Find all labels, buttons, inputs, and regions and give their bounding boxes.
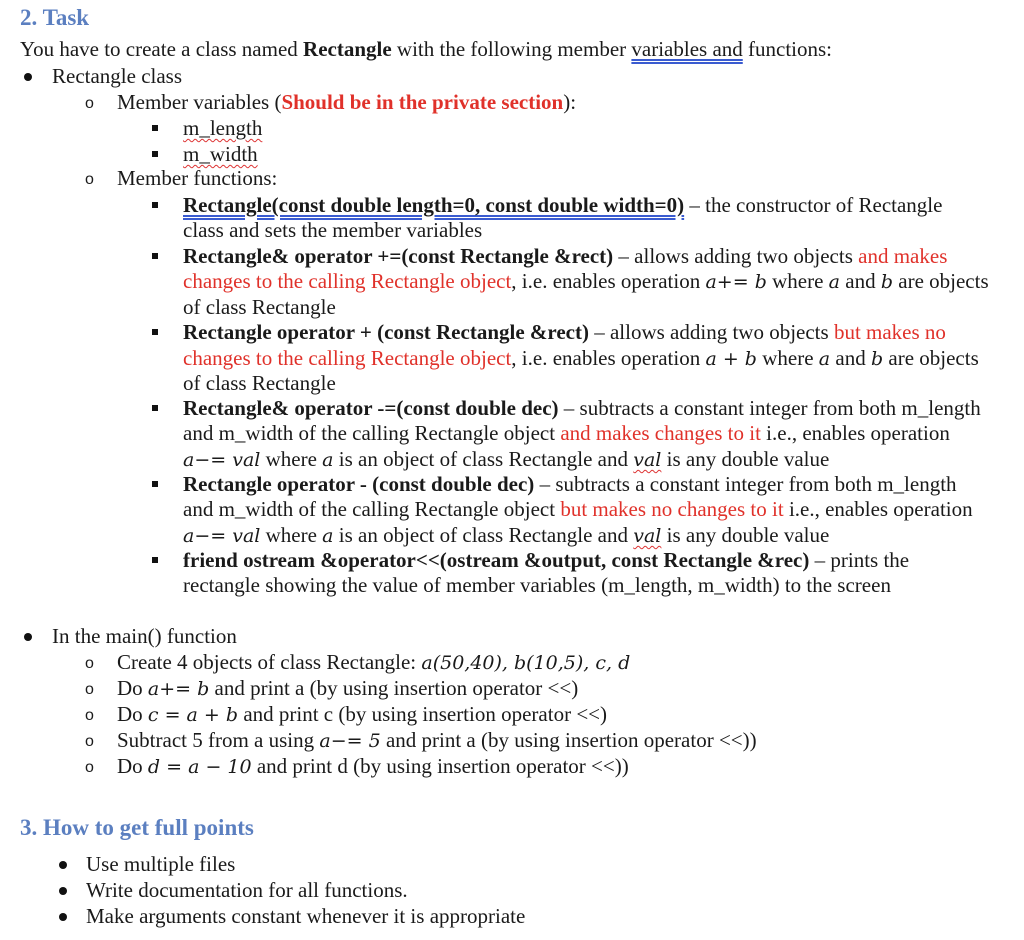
circle-bullet-icon: o (85, 759, 94, 776)
main-step-2: Do a+= b and print a (by using insertion operator <<) (117, 676, 579, 700)
bullet-dot-icon (59, 913, 67, 921)
main-step-4: Subtract 5 from a using a−= 5 and print a (by using insertion operator <<)) (117, 728, 757, 752)
func-constructor-line2: class and sets the member variables (183, 218, 483, 242)
points-item: Make arguments constant whenever it is appropriate (86, 904, 526, 928)
func-stream-line2: rectangle showing the value of member variables (m_length, m_width) to the screen (183, 573, 891, 597)
func-plus-equal-line1: Rectangle& operator +=(const Rectangle &rect) – allows adding two objects and makes (183, 244, 948, 268)
bullet-rectangle-class: Rectangle class (52, 64, 183, 88)
bullet-dot-icon (24, 633, 32, 641)
task-intro: You have to create a class named Rectangle with the following member variables and functions: (20, 37, 833, 61)
points-item: Use multiple files (86, 852, 236, 876)
main-step-1: Create 4 objects of class Rectangle: a(50,40), b(10,5), c, d (117, 650, 631, 674)
func-minus-equal-line2: and m_width of the calling Rectangle object and makes changes to it i.e., enables operation (183, 421, 950, 445)
bullet-dot-icon (59, 861, 67, 869)
func-plus-line2: changes to the calling Rectangle object, i.e. enables operation a + b where a and b are objects (183, 346, 979, 370)
var-m-length: m_length (183, 116, 263, 140)
func-constructor-line1: Rectangle(const double length=0, const double width=0) – the constructor of Rectangle (183, 193, 943, 217)
square-bullet-icon (152, 253, 158, 259)
func-stream-line1: friend ostream &operator<<(ostream &output, const Rectangle &rec) – prints the (183, 548, 910, 572)
bullet-dot-icon (59, 887, 67, 895)
circle-bullet-icon: o (85, 681, 94, 698)
circle-bullet-icon: o (85, 171, 94, 188)
task-heading: 2. Task (20, 5, 90, 30)
circle-bullet-icon: o (85, 95, 94, 112)
func-plus-line3: of class Rectangle (183, 371, 336, 395)
main-function-label: In the main() function (52, 624, 237, 648)
square-bullet-icon (152, 557, 158, 563)
main-step-5: Do d = a − 10 and print d (by using insertion operator <<)) (117, 754, 629, 778)
bullet-dot-icon (24, 73, 32, 81)
main-step-3: Do c = a + b and print c (by using insertion operator <<) (117, 702, 607, 726)
func-minus-line1: Rectangle operator - (const double dec) – subtracts a constant integer from both m_length (183, 472, 957, 496)
func-plus-line1: Rectangle operator + (const Rectangle &rect) – allows adding two objects but makes no (183, 320, 946, 344)
func-minus-line2: and m_width of the calling Rectangle object but makes no changes to it i.e., enables operation (183, 497, 973, 521)
circle-bullet-icon: o (85, 733, 94, 750)
square-bullet-icon (152, 202, 158, 208)
points-item: Write documentation for all functions. (86, 878, 408, 902)
square-bullet-icon (152, 151, 158, 157)
circle-bullet-icon: o (85, 707, 94, 724)
square-bullet-icon (152, 329, 158, 335)
circle-bullet-icon: o (85, 655, 94, 672)
func-minus-equal-line1: Rectangle& operator -=(const double dec) – subtracts a constant integer from both m_length (183, 396, 981, 420)
member-variables-label: Member variables (Should be in the private section): (117, 90, 577, 114)
var-m-width: m_width (183, 142, 258, 166)
func-minus-equal-line3: a−= val where a is an object of class Rectangle and val is any double value (183, 447, 830, 471)
points-heading: 3. How to get full points (20, 815, 254, 840)
square-bullet-icon (152, 481, 158, 487)
func-plus-equal-line3: of class Rectangle (183, 295, 336, 319)
func-minus-line3: a−= val where a is an object of class Rectangle and val is any double value (183, 523, 830, 547)
func-plus-equal-line2: changes to the calling Rectangle object, i.e. enables operation a+= b where a and b are objects (183, 269, 989, 293)
square-bullet-icon (152, 405, 158, 411)
member-functions-label: Member functions: (117, 166, 278, 190)
square-bullet-icon (152, 125, 158, 131)
